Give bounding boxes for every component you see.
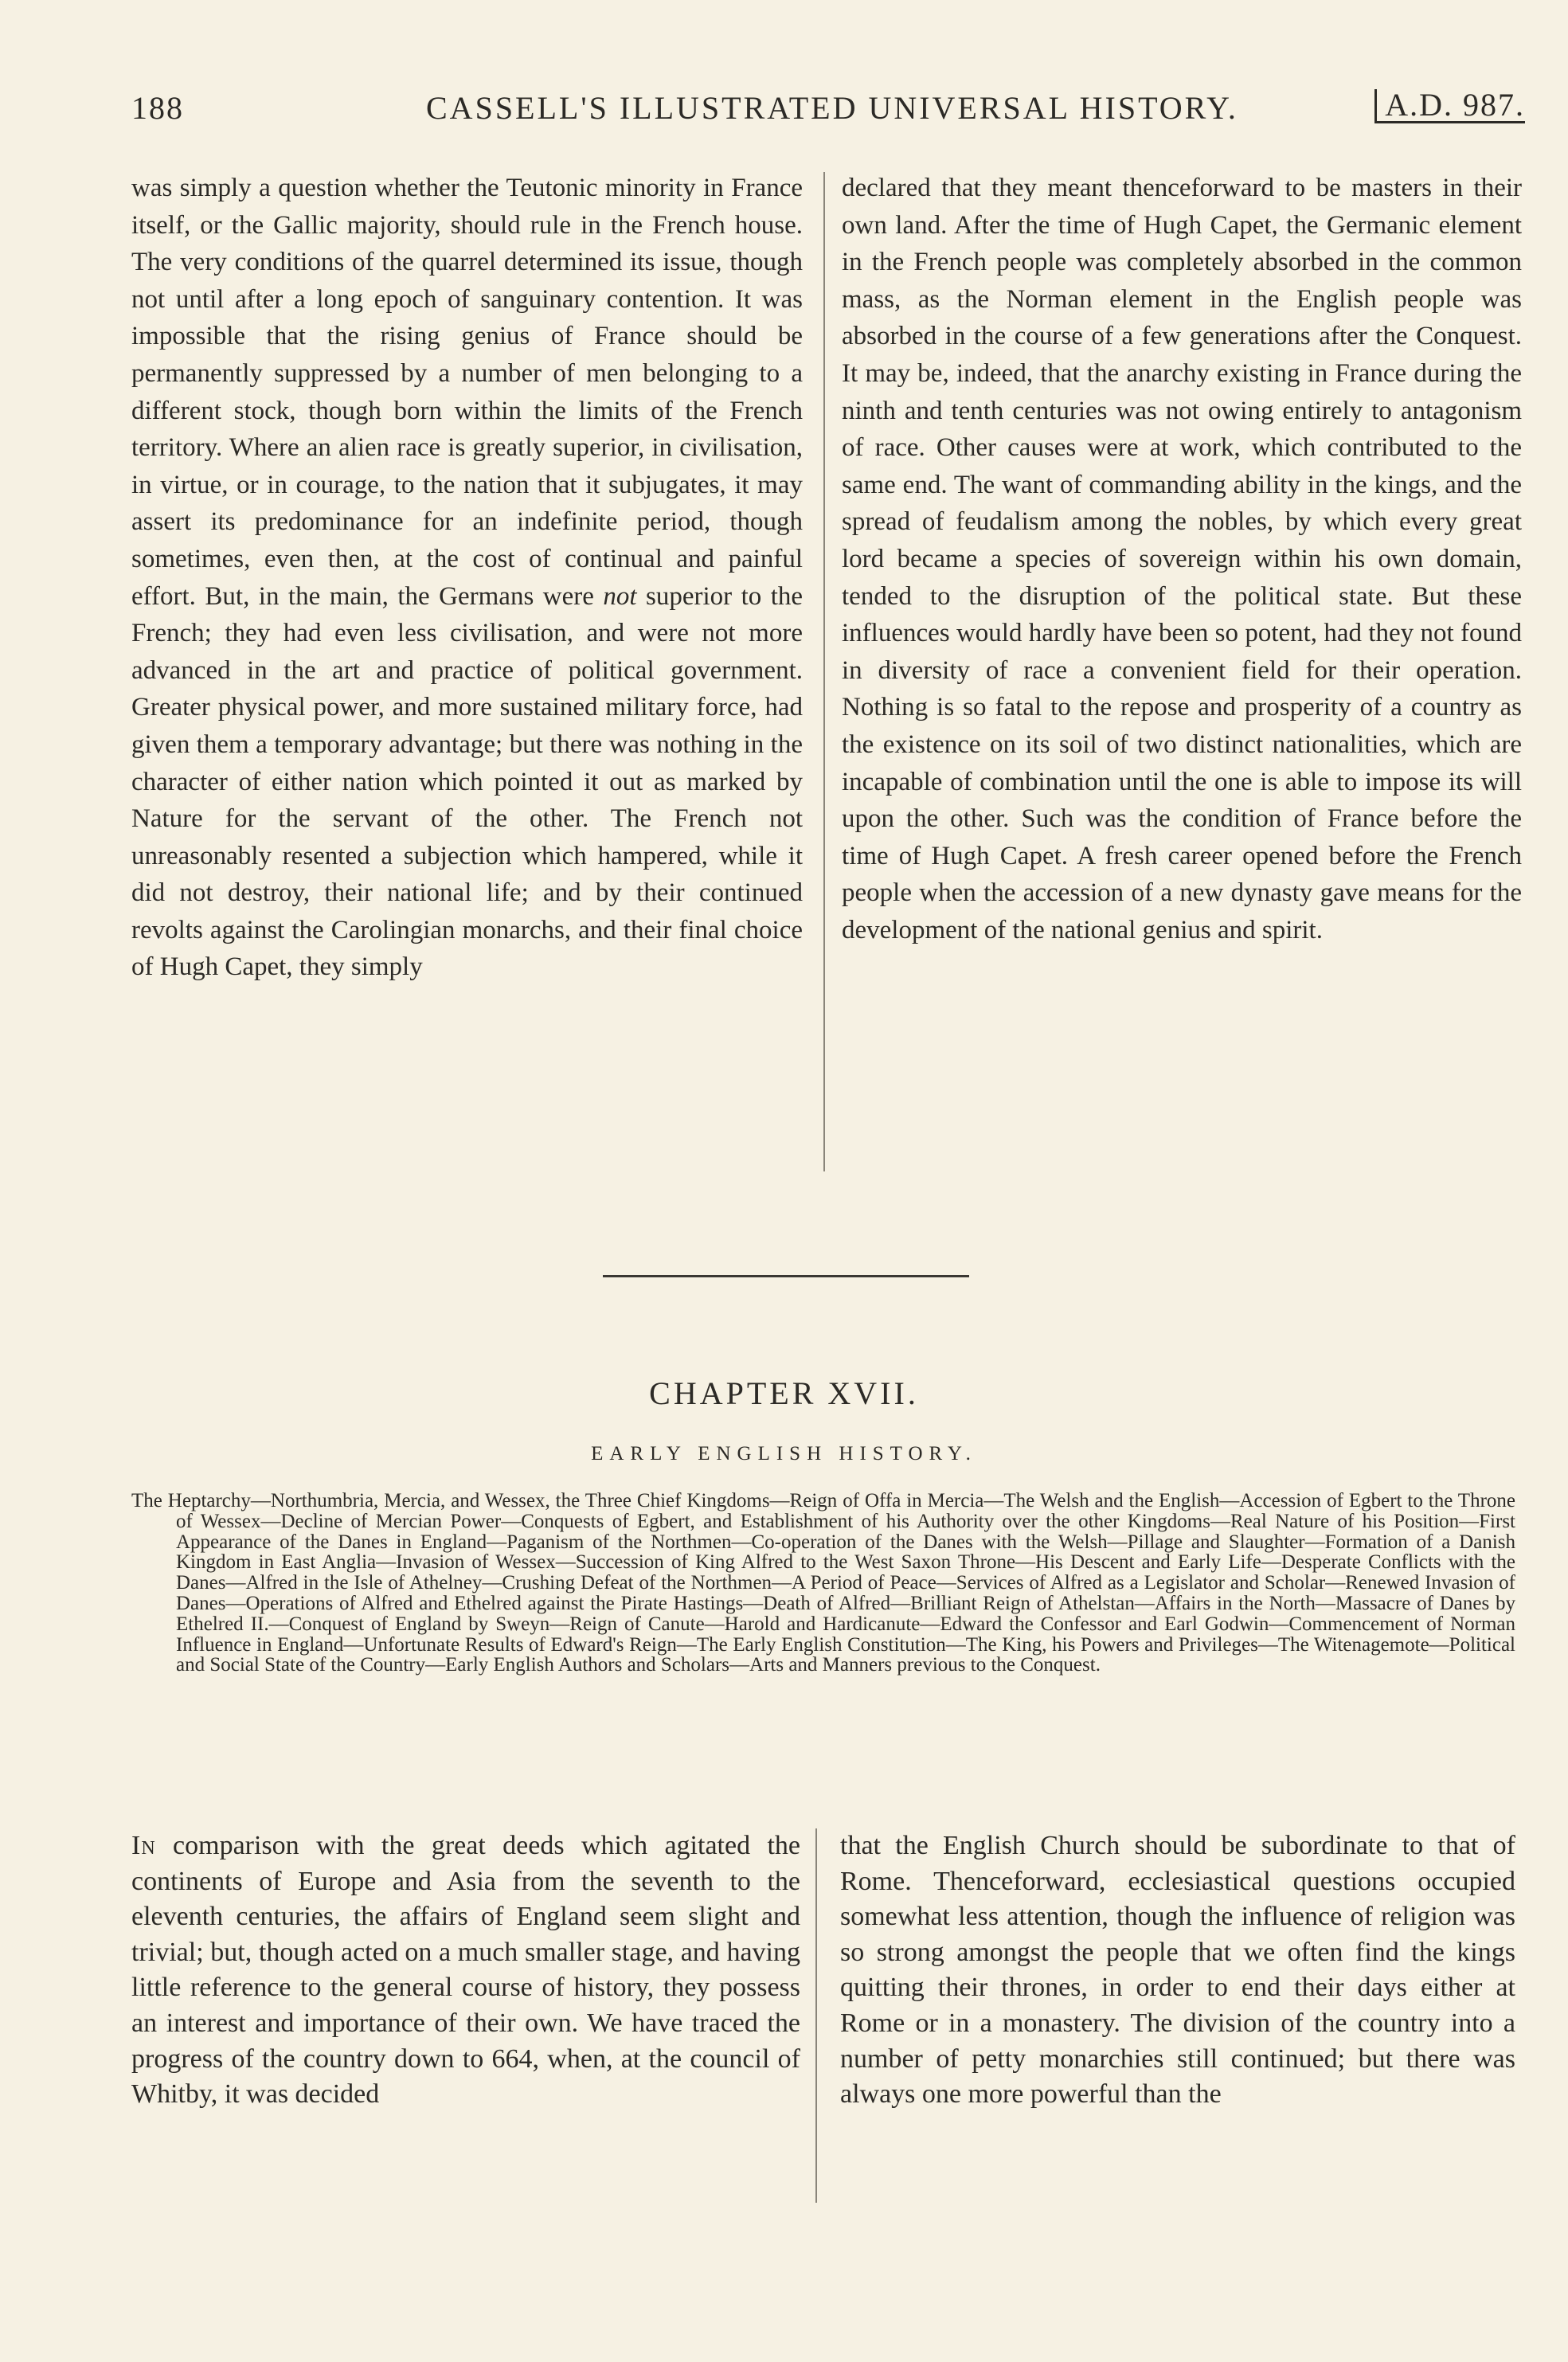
top-right-paragraph: declared that they meant thenceforward to be masters in their own land. After the time of Hugh Capet, the Germanic element in the French people was completely absorbed in the common mass, as the Norman element in the English people was absorbed in the course of a few generations after the Conquest. It may be, indeed, that the anarchy existing in France during the ninth and tenth centuries was not owing entirely to antagonism of race. Other causes were at work, which contributed to the same end. The want of commanding ability in the kings, and the spread of feudalism among the nobles, by which every great lord became a species of sovereign within his own domain, tended to the disruption of the political state. But these influences would hardly have been so potent, had they not found in diversity of race a convenient field for their operation. Nothing is so fatal to the repose and prosperity of a country as the existence on its soil of two distinct nationalities, which are incapable of combination until the one is able to impose its will upon the other. Such was the condition of France before the time of Hugh Capet. A fresh career opened before the French people when the accession of a new dynasty gave means for the development of the national genius and spirit. <box>842 174 1522 944</box>
bottom-left-paragraph <box>131 1828 800 2113</box>
chapter-subtitle: EARLY ENGLISH HISTORY. <box>591 1443 977 1465</box>
bottom-left-column <box>131 1828 800 2113</box>
top-left-column <box>131 170 803 986</box>
column-divider-top <box>823 172 825 1171</box>
top-right-column <box>842 170 1522 948</box>
page-number: 188 <box>131 90 184 126</box>
bottom-left-text: comparison with the great deeds which agitated the continents of Europe and Asia from the seventh to the eleventh centuries, the affairs of England seem slight and trivial; but, though acted on a much smaller stage, and having little reference to the general course of history, they possess an interest and importance of their own. We have traced the progress of the country down to 664, when, at the council of Whitby, it was decided <box>131 1831 800 2110</box>
running-title: CASSELL'S ILLUSTRATED UNIVERSAL HISTORY. <box>426 90 1238 126</box>
running-date: A.D. 987. <box>1374 89 1525 123</box>
running-head <box>131 89 1525 137</box>
bottom-right-paragraph: that the English Church should be subordinate to that of Rome. Thenceforward, ecclesiastical questions occupied somewhat less attention, though the influence of religion was so strong amongst the people that we often find the kings quitting their thrones, in order to end their days either at Rome or in a monastery. The division of the country into a number of petty monarchies still continued; but there was always one more powerful than the <box>840 1831 1515 2110</box>
bottom-right-column <box>840 1828 1515 2113</box>
section-rule <box>603 1275 969 1277</box>
emphasis-not: not <box>603 581 637 611</box>
top-left-text-before: was simply a question whether the Teutonic minority in France itself, or the Gallic majority, should rule in the French house. The very conditions of the quarrel determined its issue, though not until after a long epoch of sanguinary contention. It was impossible that the rising genius of France should be permanently suppressed by a number of men belonging to a different stock, though born within the limits of the French territory. Where an alien race is greatly superior, in civilisation, in virtue, or in courage, to the nation that it subjugates, it may assert its predominance for an indefinite period, though sometimes, even then, at the cost of continual and painful effort. But, in the main, the Germans were <box>131 174 803 611</box>
top-left-paragraph <box>131 170 803 986</box>
chapter-title: CHAPTER XVII. <box>649 1375 919 1411</box>
column-divider-bottom <box>815 1828 817 2203</box>
top-left-text-after: superior to the French; they had even less civilisation, and were not more advanced in the art and practice of political government. Greater physical power, and more sustained military force, had given them a temporary advantage; but there was nothing in the character of either nation which pointed it out as marked by Nature for the servant of the other. The French not unreasonably resented a subjection which hampered, while it did not destroy, their national life; and by their continued revolts against the Carolingian monarchs, and their final choice of Hugh Capet, they simply <box>131 581 804 982</box>
paragraph-lead: In <box>131 1831 156 1860</box>
chapter-summary: The Heptarchy—Northumbria, Mercia, and Wessex, the Three Chief Kingdoms—Reign of Offa in Mercia—The Welsh and the English—Accession of Egbert to the Throne of Wessex—Decline of Mercian Power—Conquests of Egbert, and Establishment of his Authority over the other Kingdoms—Real Nature of his Position—First Appearance of the Danes in England—Paganism of the Northmen—Co-operation of the Danes with the Welsh—Pillage and Slaughter—Formation of a Danish Kingdom in East Anglia—Invasion of Wessex—Succession of King Alfred to the West Saxon Throne—His Descent and Early Life—Desperate Conflicts with the Danes—Alfred in the Isle of Athelney—Crushing Defeat of the Northmen—A Period of Peace—Services of Alfred as a Legislator and Scholar—Renewed Invasion of Danes—Operations of Alfred and Ethelred against the Pirate Hastings—Death of Alfred—Brilliant Reign of Athelstan—Affairs in the North—Massacre of Danes by Ethelred II.—Conquest of England by Sweyn—Reign of Canute—Harold and Hardicanute—Edward the Confessor and Earl Godwin—Commencement of Norman Influence in England—Unfortunate Results of Edward's Reign—The Early English Constitution—The King, his Powers and Privileges—The Witenagemote—Political and Social State of the Country—Early English Authors and Scholars—Arts and Manners previous to the Conquest. <box>131 1490 1515 1676</box>
